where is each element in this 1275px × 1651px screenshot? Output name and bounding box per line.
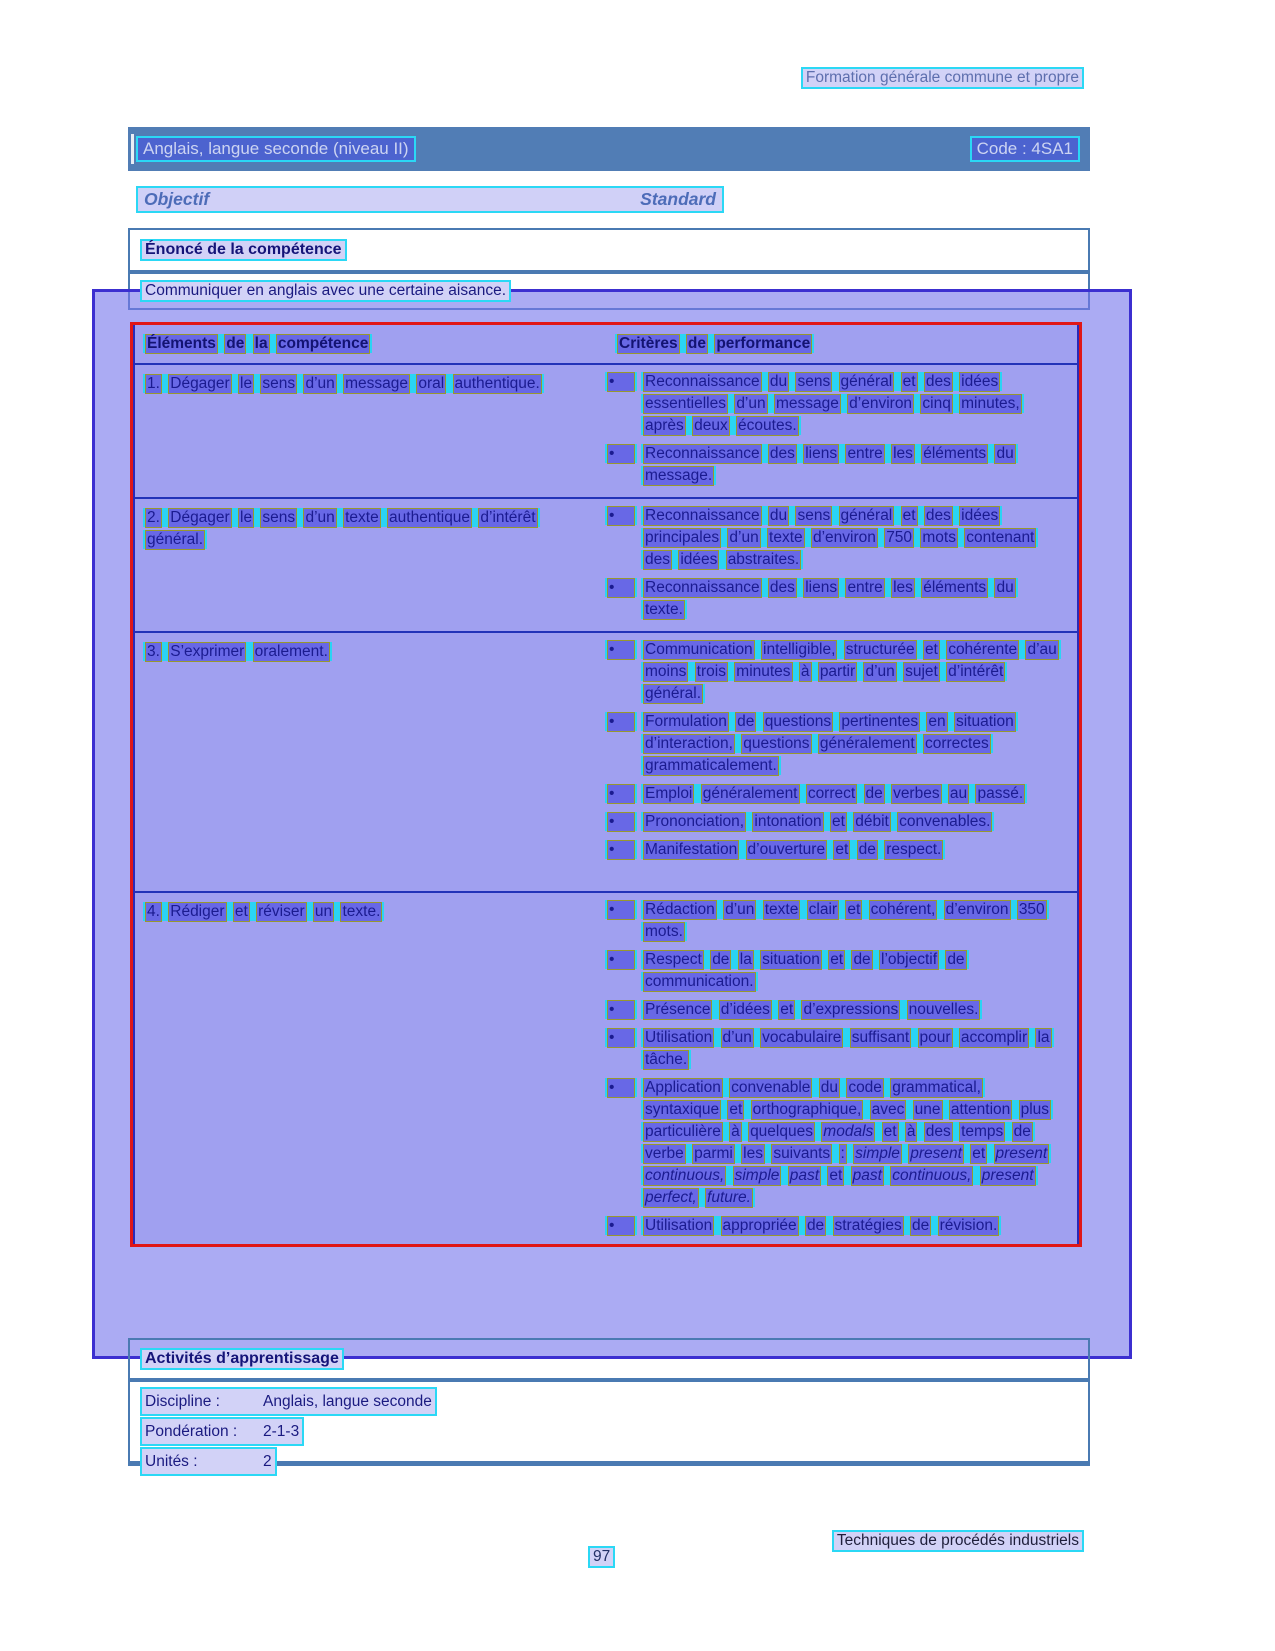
bullet-icon: •: [605, 505, 641, 571]
page-title: Anglais, langue seconde (niveau II): [136, 136, 416, 162]
criterion-text: Communication intelligible, structurée et cohérente d’au moins trois minutes à partir d’un sujet d’intérêt général.: [641, 639, 1061, 705]
activites-heading-box: [128, 1338, 1090, 1380]
criterion-bullet: [605, 839, 1063, 861]
criterion-text: Présence d’idées et d’expressions nouvelles.: [641, 999, 1061, 1021]
criteria-cell: [605, 505, 1077, 631]
page-number-text: 97: [588, 1546, 615, 1568]
criterion-bullet: [605, 1215, 1063, 1237]
criterion-text: Reconnaissance des liens entre les éléments du message.: [641, 443, 1061, 487]
criterion-bullet: [605, 639, 1063, 705]
table-header-row: [135, 325, 1077, 365]
bullet-icon: •: [605, 371, 641, 437]
competence-table: [133, 325, 1079, 1244]
footer-section-title: [832, 1530, 1084, 1552]
activites-heading: Activités d’apprentissage: [140, 1348, 344, 1370]
bullet-icon: •: [605, 1077, 641, 1209]
standard-label: Standard: [640, 189, 716, 209]
running-header-text: Formation générale commune et propre: [801, 67, 1084, 89]
criterion-text: Manifestation d’ouverture et de respect.: [641, 839, 1061, 861]
enonce-heading: Énoncé de la compétence: [140, 239, 347, 261]
criterion-bullet: [605, 711, 1063, 777]
element-cell: 1. Dégager le sens d’un message oral authentique.: [135, 371, 605, 497]
bullet-icon: •: [605, 839, 641, 861]
field-value: 2: [263, 1453, 272, 1470]
bullet-icon: •: [605, 949, 641, 993]
table-row: [135, 365, 1077, 497]
criterion-text: Prononciation, intonation et débit convenables.: [641, 811, 1061, 833]
criterion-text: Utilisation d’un vocabulaire suffisant pour accomplir la tâche.: [641, 1027, 1061, 1071]
criterion-bullet: [605, 505, 1063, 571]
footer-section-text: Techniques de procédés industriels: [832, 1530, 1084, 1552]
criterion-text: Application convenable du code grammatical, syntaxique et orthographique, avec une attention plus particulière à quelques modals et à des temps de verbe parmi les suivants : simple present et present continuous, simple past et past continuous, present perfect, future.: [641, 1077, 1061, 1209]
criterion-text: Respect de la situation et de l’objectif de communication.: [641, 949, 1061, 993]
field-value: Anglais, langue seconde: [263, 1393, 432, 1410]
field-label: Unités :: [145, 1453, 198, 1470]
criteria-cell: [605, 371, 1077, 497]
running-header: [801, 67, 1084, 89]
bullet-icon: •: [605, 639, 641, 705]
criterion-bullet: [605, 1077, 1063, 1209]
criterion-text: Reconnaissance du sens général et des idées essentielles d’un message d’environ cinq minutes, après deux écoutes.: [641, 371, 1061, 437]
criterion-bullet: [605, 999, 1063, 1021]
criterion-text: Utilisation appropriée de stratégies de révision.: [641, 1215, 1061, 1237]
title-bar-tick: [131, 134, 134, 164]
field-line: [140, 1387, 1078, 1416]
objectif-label: Objectif: [144, 189, 210, 209]
criteria-cell: [605, 639, 1077, 891]
field-value: 2-1-3: [263, 1423, 300, 1440]
bullet-icon: •: [605, 783, 641, 805]
objectif-standard-band: [136, 186, 724, 213]
element-cell: 3. S’exprimer oralement.: [135, 639, 605, 891]
table-body: [135, 365, 1077, 1243]
field-line: [140, 1417, 1078, 1446]
bullet-icon: •: [605, 711, 641, 777]
criterion-bullet: [605, 783, 1063, 805]
column-header-elements: Éléments de la compétence: [135, 333, 605, 355]
criterion-bullet: [605, 1027, 1063, 1071]
element-cell: 2. Dégager le sens d’un texte authentique d’intérêt général.: [135, 505, 605, 631]
bullet-icon: •: [605, 1027, 641, 1071]
field-label: Discipline :: [145, 1393, 220, 1410]
bullet-icon: •: [605, 443, 641, 487]
course-code: Code : 4SA1: [970, 136, 1080, 162]
competence-table-box: [130, 322, 1082, 1247]
discipline-fields: [140, 1387, 1078, 1476]
bullet-icon: •: [605, 811, 641, 833]
criterion-bullet: [605, 899, 1063, 943]
criterion-bullet: [605, 949, 1063, 993]
field-line: [140, 1447, 1078, 1476]
criteria-cell: [605, 899, 1077, 1243]
column-header-criteres: Critères de performance: [605, 333, 1077, 355]
criterion-bullet: [605, 811, 1063, 833]
bullet-icon: •: [605, 1215, 641, 1237]
field-label: Pondération :: [145, 1423, 238, 1440]
table-row: [135, 497, 1077, 631]
criterion-text: Formulation de questions pertinentes en situation d’interaction, questions généralement correctes grammaticalement.: [641, 711, 1061, 777]
criterion-text: Reconnaissance des liens entre les éléments du texte.: [641, 577, 1061, 621]
bullet-icon: •: [605, 577, 641, 621]
discipline-box: [128, 1380, 1090, 1470]
enonce-heading-box: [128, 228, 1090, 272]
table-row: [135, 631, 1077, 891]
criterion-bullet: [605, 577, 1063, 621]
table-row: [135, 891, 1077, 1243]
bullet-icon: •: [605, 899, 641, 943]
enonce-statement: Communiquer en anglais avec une certaine aisance.: [140, 280, 511, 302]
element-cell: 4. Rédiger et réviser un texte.: [135, 899, 605, 1243]
criterion-bullet: [605, 443, 1063, 487]
criterion-text: Rédaction d’un texte clair et cohérent, d’environ 350 mots.: [641, 899, 1061, 943]
criterion-bullet: [605, 371, 1063, 437]
page-number: [588, 1546, 615, 1568]
criterion-text: Reconnaissance du sens général et des idées principales d’un texte d’environ 750 mots contenant des idées abstraites.: [641, 505, 1061, 571]
bullet-icon: •: [605, 999, 641, 1021]
title-bar: [128, 127, 1090, 171]
criterion-text: Emploi généralement correct de verbes au passé.: [641, 783, 1061, 805]
